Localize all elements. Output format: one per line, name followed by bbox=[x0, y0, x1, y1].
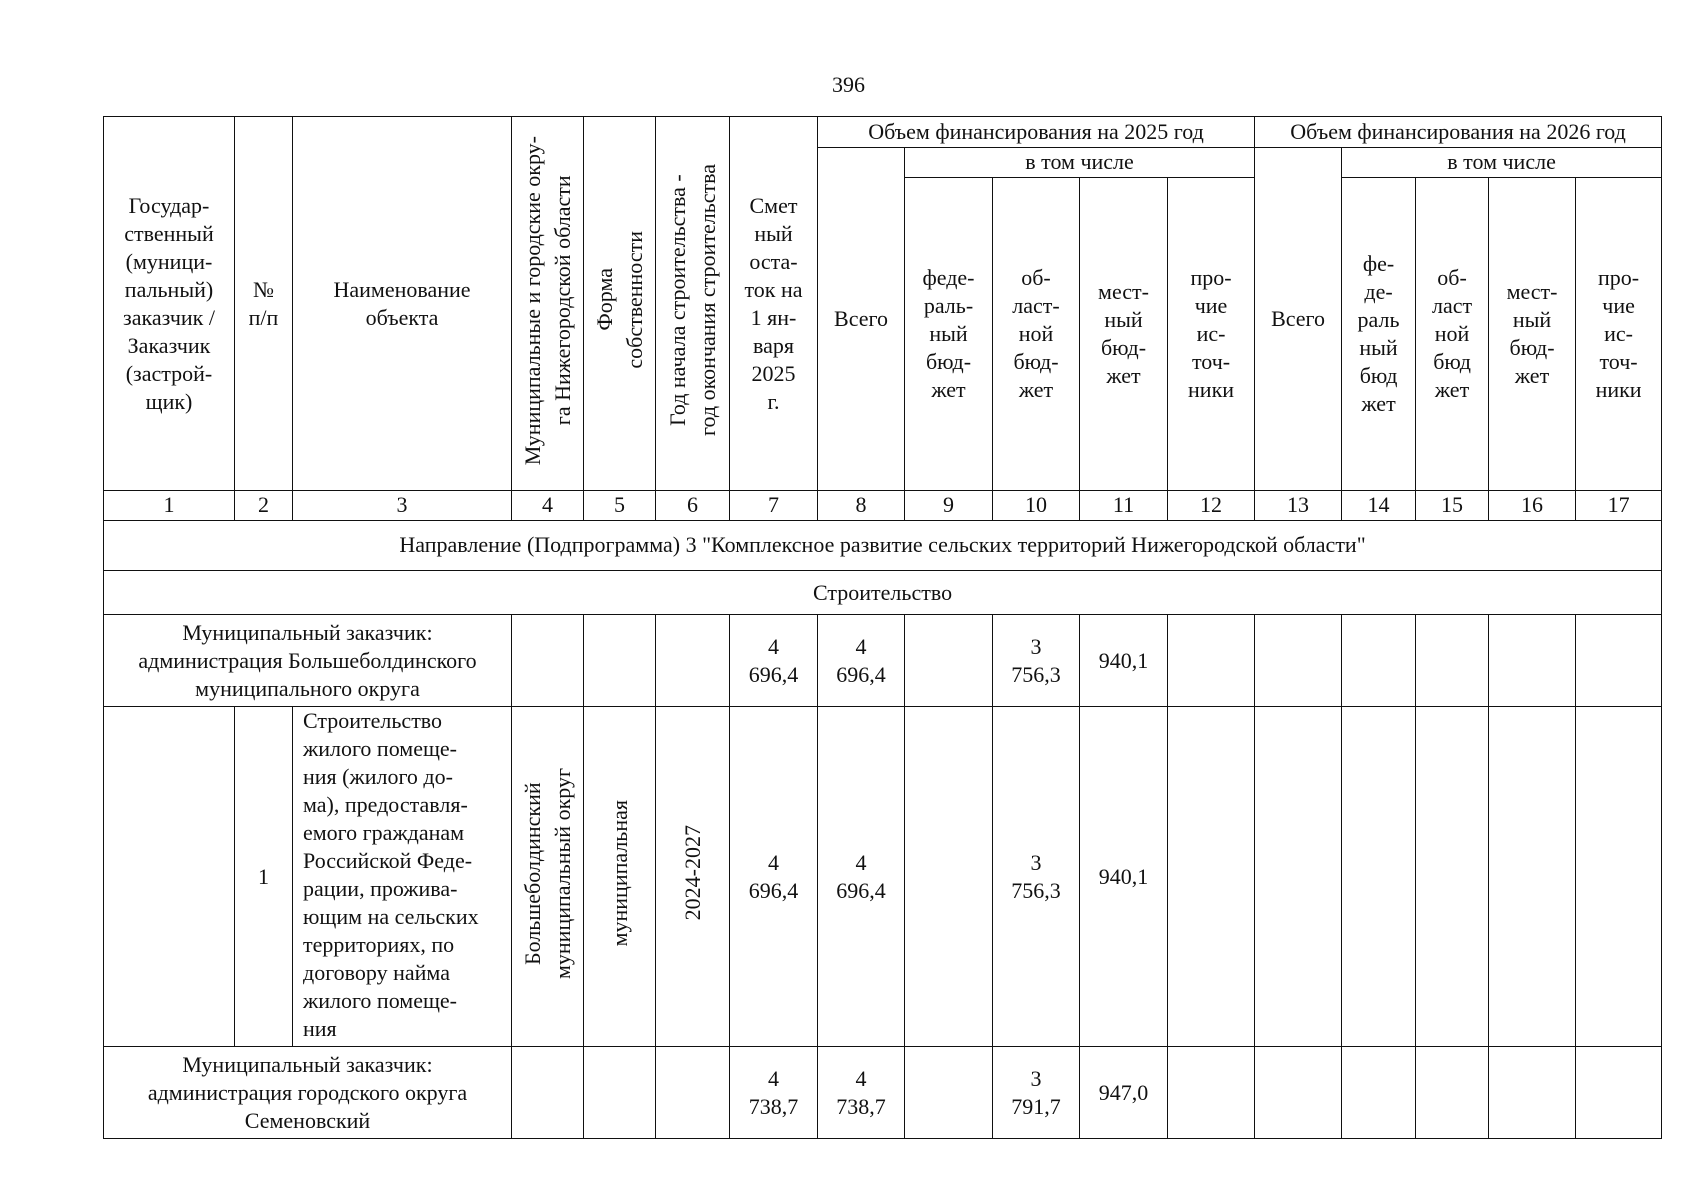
header-fin-2025: Объем финансирования на 2025 год bbox=[818, 117, 1255, 148]
subsection-row bbox=[104, 570, 1662, 614]
header-object-name: Наименование объекта bbox=[293, 117, 512, 491]
customer-name: Муниципальный заказчик: администрация Большеболдинского муниципального округа bbox=[104, 615, 512, 707]
column-number: 4 bbox=[512, 491, 584, 520]
row-number: 1 bbox=[235, 707, 293, 1047]
empty-cell bbox=[1489, 1047, 1576, 1139]
empty-cell bbox=[1168, 615, 1255, 707]
table-row bbox=[104, 1047, 1662, 1139]
empty-cell bbox=[1342, 707, 1416, 1047]
header-district-cell bbox=[512, 117, 584, 491]
header-years: Год начала строительства - год окончания строительства bbox=[664, 164, 720, 437]
empty-cell bbox=[1576, 1047, 1662, 1139]
empty-cell bbox=[1168, 1047, 1255, 1139]
column-number: 9 bbox=[905, 491, 993, 520]
construction-years: 2024-2027 bbox=[679, 825, 705, 921]
column-number: 13 bbox=[1255, 491, 1342, 520]
header-federal-2026: фе- де- раль ный бюд жет bbox=[1342, 177, 1416, 491]
empty-cell bbox=[905, 615, 993, 707]
header-local-2025: мест- ный бюд- жет bbox=[1080, 177, 1168, 491]
empty-cell bbox=[1416, 1047, 1489, 1139]
column-number: 14 bbox=[1342, 491, 1416, 520]
empty-cell bbox=[1489, 615, 1576, 707]
column-number: 2 bbox=[235, 491, 293, 520]
empty-cell bbox=[1342, 1047, 1416, 1139]
total-2025-value: 4 738,7 bbox=[818, 1047, 905, 1139]
total-2025-value: 4 696,4 bbox=[818, 615, 905, 707]
years-cell bbox=[656, 707, 730, 1047]
header-number: № п/п bbox=[235, 117, 293, 491]
column-number: 3 bbox=[293, 491, 512, 520]
header-local-2026: мест- ный бюд- жет bbox=[1489, 177, 1576, 491]
empty-cell bbox=[905, 1047, 993, 1139]
column-number: 8 bbox=[818, 491, 905, 520]
regional-2025-value: 3 756,3 bbox=[993, 615, 1080, 707]
column-number: 16 bbox=[1489, 491, 1576, 520]
column-number: 1 bbox=[104, 491, 235, 520]
empty-cell bbox=[1255, 707, 1342, 1047]
empty-cell bbox=[512, 1047, 584, 1139]
header-district: Муниципальные и городские окру- га Нижегородской области bbox=[519, 135, 575, 465]
header-smet: Смет ный оста- ток на 1 ян- варя 2025 г. bbox=[730, 117, 818, 491]
local-2025-value: 947,0 bbox=[1080, 1047, 1168, 1139]
local-2025-value: 940,1 bbox=[1080, 615, 1168, 707]
empty-cell bbox=[1576, 615, 1662, 707]
header-other-2025: про- чие ис- точ- ники bbox=[1168, 177, 1255, 491]
empty-cell bbox=[584, 615, 656, 707]
empty-cell bbox=[1416, 707, 1489, 1047]
header-including-2025: в том числе bbox=[905, 148, 1255, 177]
table-row bbox=[104, 615, 1662, 707]
column-number: 17 bbox=[1576, 491, 1662, 520]
section-row bbox=[104, 520, 1662, 570]
header-federal-2025: феде- раль- ный бюд- жет bbox=[905, 177, 993, 491]
table-row bbox=[104, 707, 1662, 1047]
header-customer: Государ- ственный (муници- пальный) заказчик / Заказчик (застрой- щик) bbox=[104, 117, 235, 491]
smet-value: 4 696,4 bbox=[730, 615, 818, 707]
header-fin-2026: Объем финансирования на 2026 год bbox=[1255, 117, 1662, 148]
customer-name: Муниципальный заказчик: администрация городского округа Семеновский bbox=[104, 1047, 512, 1139]
header-years-cell bbox=[656, 117, 730, 491]
financing-table bbox=[103, 116, 1662, 1139]
empty-cell bbox=[1255, 615, 1342, 707]
district-name: Большеболдинский муниципальный округ bbox=[519, 767, 575, 979]
header-other-2026: про- чие ис- точ- ники bbox=[1576, 177, 1662, 491]
empty-cell bbox=[1342, 615, 1416, 707]
header-regional-2026: об- ласт ной бюд жет bbox=[1416, 177, 1489, 491]
header-ownership: Форма собственности bbox=[591, 231, 647, 369]
header-total-2025: Всего bbox=[818, 148, 905, 491]
section-title: Направление (Подпрограмма) 3 "Комплексное развитие сельских территорий Нижегородской области" bbox=[104, 520, 1662, 570]
header-including-2026: в том числе bbox=[1342, 148, 1662, 177]
empty-cell bbox=[1576, 707, 1662, 1047]
regional-2025-value: 3 756,3 bbox=[993, 707, 1080, 1047]
column-number: 11 bbox=[1080, 491, 1168, 520]
header-row-1 bbox=[104, 117, 1662, 148]
column-number: 5 bbox=[584, 491, 656, 520]
empty-cell bbox=[905, 707, 993, 1047]
empty-cell bbox=[656, 1047, 730, 1139]
ownership-form: муниципальная bbox=[606, 799, 632, 947]
empty-cell bbox=[104, 707, 235, 1047]
column-number: 12 bbox=[1168, 491, 1255, 520]
smet-value: 4 696,4 bbox=[730, 707, 818, 1047]
smet-value: 4 738,7 bbox=[730, 1047, 818, 1139]
empty-cell bbox=[512, 615, 584, 707]
header-total-2026: Всего bbox=[1255, 148, 1342, 491]
regional-2025-value: 3 791,7 bbox=[993, 1047, 1080, 1139]
header-regional-2025: об- ласт- ной бюд- жет bbox=[993, 177, 1080, 491]
column-number: 7 bbox=[730, 491, 818, 520]
column-number: 6 bbox=[656, 491, 730, 520]
header-ownership-cell bbox=[584, 117, 656, 491]
empty-cell bbox=[1416, 615, 1489, 707]
object-name: Строительство жилого помеще- ния (жилого до- ма), предоставля- емого гражданам Российской Феде- рации, прожива- ющим на сельских территориях, по договору найма жилого помеще- ния bbox=[293, 707, 512, 1047]
empty-cell bbox=[584, 1047, 656, 1139]
column-number: 15 bbox=[1416, 491, 1489, 520]
column-number: 10 bbox=[993, 491, 1080, 520]
subsection-title: Строительство bbox=[104, 570, 1662, 614]
empty-cell bbox=[1168, 707, 1255, 1047]
ownership-cell bbox=[584, 707, 656, 1047]
local-2025-value: 940,1 bbox=[1080, 707, 1168, 1047]
empty-cell bbox=[1489, 707, 1576, 1047]
district-cell bbox=[512, 707, 584, 1047]
empty-cell bbox=[656, 615, 730, 707]
total-2025-value: 4 696,4 bbox=[818, 707, 905, 1047]
page-number: 396 bbox=[832, 72, 865, 97]
empty-cell bbox=[1255, 1047, 1342, 1139]
column-number-row bbox=[104, 491, 1662, 520]
